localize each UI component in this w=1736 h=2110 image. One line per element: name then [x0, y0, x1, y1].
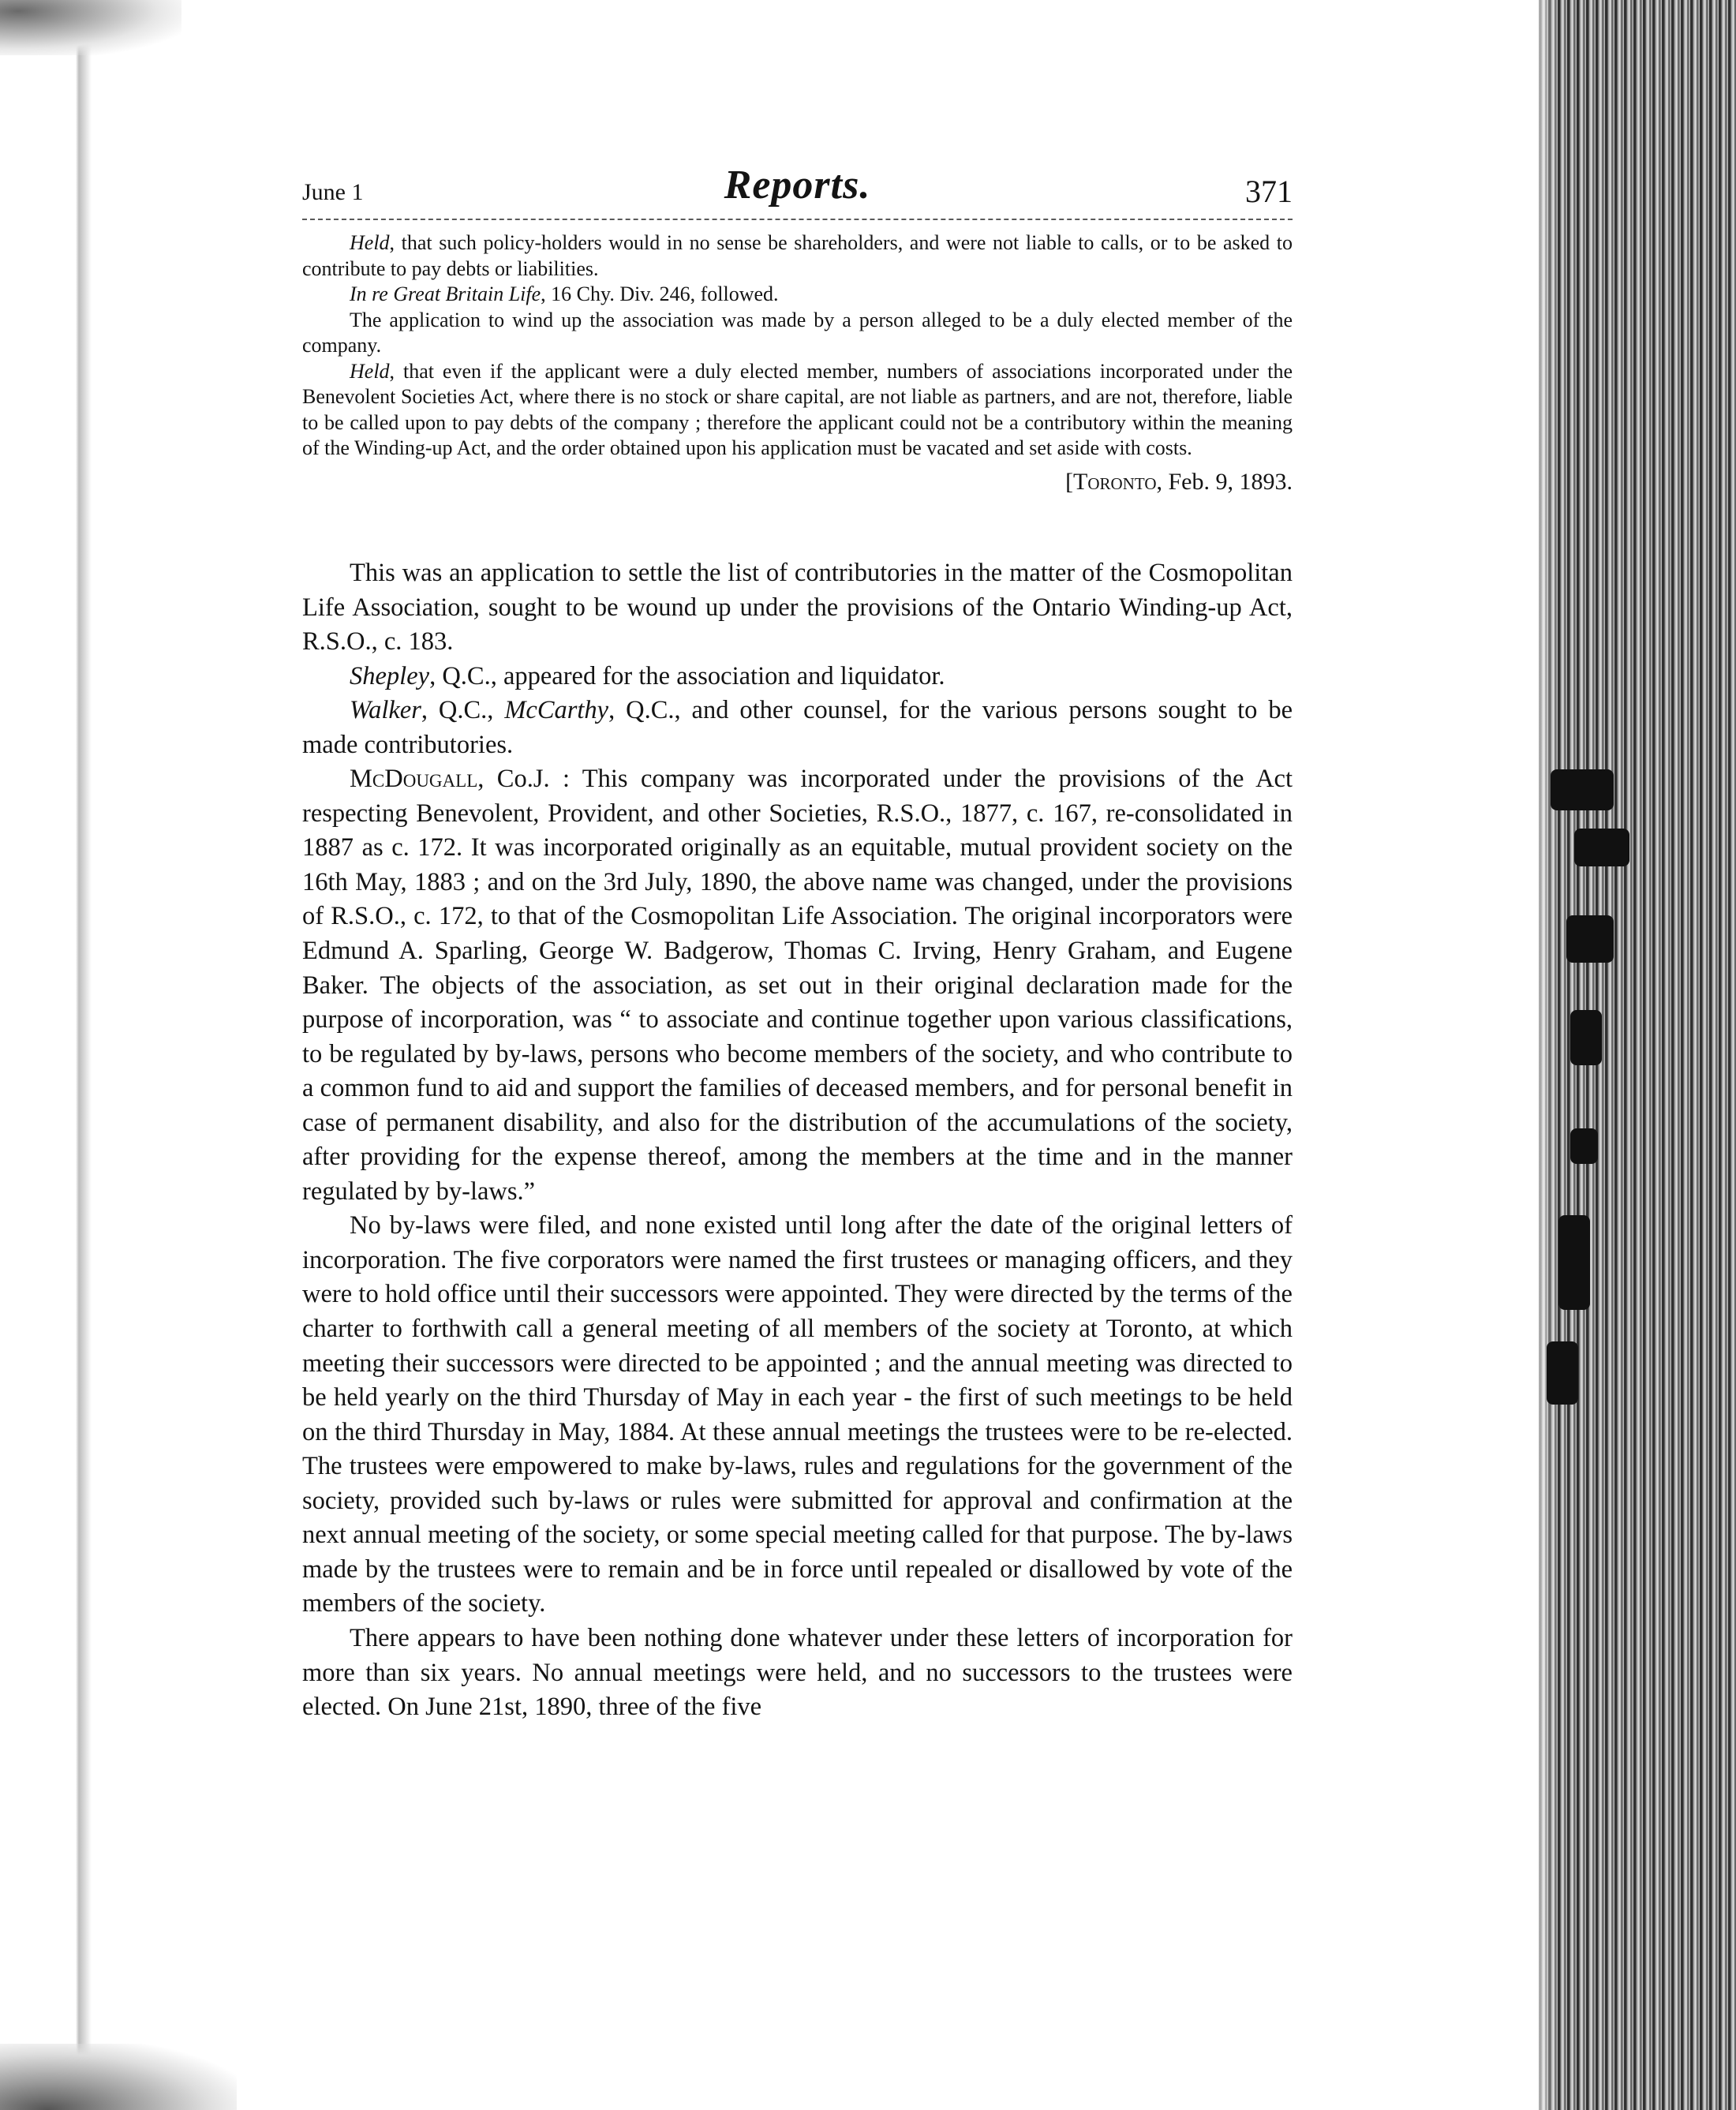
running-header [302, 162, 1293, 217]
headnote-paragraph: Held, that even if the applicant were a duly elected member, numbers of associations incorporated under the Benevolent Societies Act, where there is no stock or share capital, are not liable as partners, and are not, therefore, liable to be called upon to pay debts of the company ; therefore the applicant could not be a contributory within the meaning of the Winding-up Act, and the order obtained upon his application must be vacated and set aside with costs. [302, 359, 1293, 459]
scan-left-margin [0, 0, 118, 2110]
body-paragraph: This was an application to settle the list of contributories in the matter of the Cosmopolitan Life Association, sought to be wound up under the provisions of the Ontario Winding-up Act, R.S.O., c. 183. [302, 559, 1293, 657]
bleed-through-mark [1566, 915, 1614, 963]
body-paragraph: McDougall, Co.J. : This company was incorporated under the provisions of the Act respecting Benevolent, Provident, and other Societies, R.S.O., 1877, c. 167, re-consolidated in 1887 as c. 172. It was incorporated originally as an equitable, mutual provident society on the 16th May, 1883 ; and on the 3rd July, 1890, the above name was changed, under the provisions of R.S.O., c. 172, to that of the Cosmopolitan Life Association. The original incorporators were Edmund A. Sparling, George W. Badgerow, Thomas C. Irving, Henry Graham, and Eugene Baker. The objects of the association, as set out in their original declaration made for the purpose of incorporation, was “ to associate and continue together upon various classifications, to be regulated by by-laws, persons who become members of the society, and who contribute to a common fund to aid and support the families of deceased members, and for personal benefit in case of permanent disability, and also for the distribution of the accumulations of the society, after providing for the expense thereof, among the members at the time and in the manner regulated by by-laws.” [302, 765, 1293, 1206]
bleed-through-mark [1570, 1128, 1598, 1164]
scan-corner-smudge-bottom [0, 2044, 237, 2110]
bleed-through-mark [1570, 1010, 1602, 1065]
held-label: Held [350, 231, 390, 254]
headnote-paragraph: Held, that such policy-holders would in no sense be shareholders, and were not liable to calls, or to be asked to contribute to pay debts or liabilities. [302, 231, 1293, 280]
held-label: Held [350, 359, 390, 383]
bleed-through-mark [1574, 829, 1629, 866]
page-number: 371 [1245, 174, 1293, 209]
scan-corner-smudge-top [0, 0, 181, 55]
counsel-name: Shepley [350, 661, 430, 690]
header-date: June 1 [302, 179, 364, 205]
counsel-name: McCarthy [504, 696, 609, 725]
case-citation: In re Great Britain Life [350, 282, 541, 305]
headnote-paragraph: The application to wind up the association was made by a person alleged to be a duly elected member of the company. [302, 308, 1293, 357]
headnote-paragraph: In re Great Britain Life, 16 Chy. Div. 246, followed. [350, 282, 779, 305]
header-rule [302, 219, 1293, 220]
body-paragraph: Walker, Q.C., McCarthy, Q.C., and other counsel, for the various persons sought to be made contributories. [302, 696, 1293, 759]
body-paragraph: Shepley, Q.C., appeared for the association and liquidator. [350, 661, 945, 690]
body-paragraph: There appears to have been nothing done whatever under these letters of incorporation for more than six years. No annual meetings were held, and no successors to the trustees were elected. On June 21st, 1890, three of the five [302, 1623, 1293, 1722]
report-body [302, 556, 1293, 1725]
body-paragraph: No by-laws were filed, and none existed until long after the date of the original letters of incorporation. The five corporators were named the first trustees or managing officers, and they were to hold office until their successors were appointed. They were directed by the terms of the charter to forthwith call a general meeting of all members of the society at Toronto, at which meeting their successors were directed to be appointed ; and the annual meeting was directed to be held yearly on the third Thursday of May in each year - the first of such meetings to be held on the third Thursday in May, 1884. At these annual meetings the trustees were to be re-elected. The trustees were empowered to make by-laws, rules and regulations for the government of the society, provided such by-laws or rules were submitted for approval and confirmation at the next annual meeting of the society, or some special meeting called for that purpose. The by-laws made by the trustees were to remain and be in force until repealed or disallowed by vote of the members of the society. [302, 1211, 1293, 1618]
headnote [302, 230, 1293, 495]
counsel-name: Walker [350, 696, 421, 725]
judge-name: McDougall [350, 765, 478, 794]
header-title: Reports. [724, 163, 871, 208]
scan-right-edge [1539, 0, 1736, 2110]
bleed-through-mark [1547, 1341, 1578, 1405]
scan-right-fade [1527, 0, 1558, 2110]
court-and-date: [Toronto, Feb. 9, 1893. [1065, 468, 1293, 495]
bleed-through-mark [1558, 1215, 1590, 1310]
bleed-through-mark [1551, 769, 1614, 810]
